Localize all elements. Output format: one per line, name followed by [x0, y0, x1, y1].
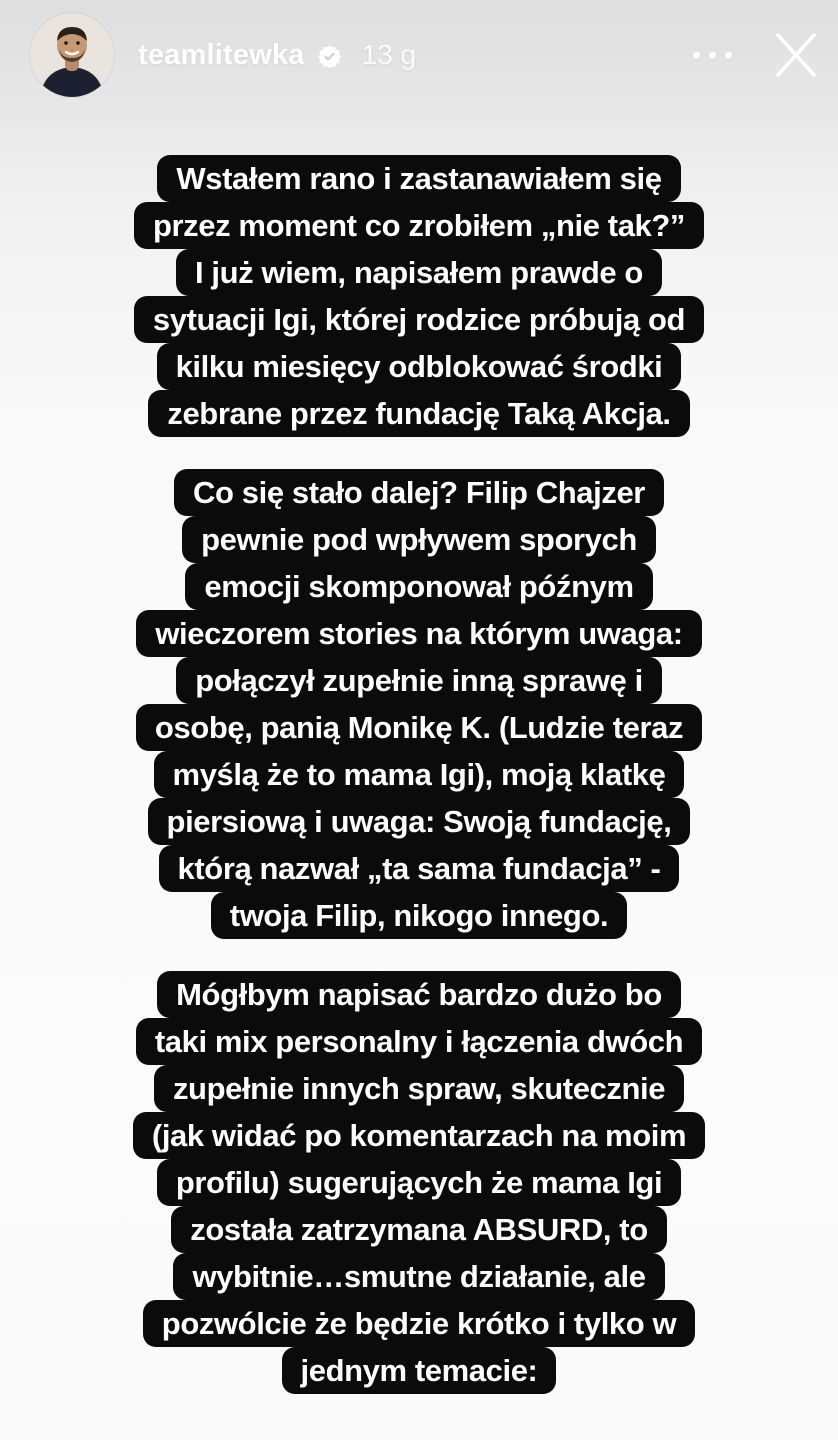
story-text-line: (jak widać po komentarzach na moim	[133, 1112, 705, 1159]
story-text-line: osobę, panią Monikę K. (Ludzie teraz	[136, 704, 702, 751]
story-text-line: pozwólcie że będzie krótko i tylko w	[143, 1300, 695, 1347]
story-text-line-row	[157, 155, 680, 202]
story-text-line: Co się stało dalej? Filip Chajzer	[174, 469, 664, 516]
story-text-line-row	[173, 1253, 664, 1300]
story-text-line: zebrane przez fundację Taką Akcja.	[148, 390, 689, 437]
story-text-line-row	[136, 1018, 702, 1065]
story-text-line: zupełnie innych spraw, skutecznie	[154, 1065, 684, 1112]
story-text-line-row	[134, 296, 704, 343]
story-header	[0, 0, 838, 110]
story-text-line: przez moment co zrobiłem „nie tak?”	[134, 202, 704, 249]
story-text-line: została zatrzymana ABSURD, to	[171, 1206, 667, 1253]
user-info	[138, 39, 416, 72]
ellipsis-menu-icon[interactable]	[689, 42, 736, 69]
story-text-line-row	[157, 343, 682, 390]
verified-badge-icon	[317, 44, 342, 69]
story-text-line-row	[211, 892, 627, 939]
story-text-line: jednym temacie:	[282, 1347, 557, 1394]
username[interactable]: teamlitewka	[138, 38, 305, 71]
avatar[interactable]	[30, 13, 114, 97]
header-actions	[689, 29, 822, 81]
story-text-line: profilu) sugerujących że mama Igi	[157, 1159, 681, 1206]
story-text-line: Wstałem rano i zastanawiałem się	[157, 155, 680, 202]
story-text-line: emocji skomponował późnym	[185, 563, 652, 610]
story-text-line-row	[176, 657, 662, 704]
story-text-line-row	[154, 751, 685, 798]
story-text-line-row	[182, 516, 656, 563]
story-text-line-row	[134, 202, 704, 249]
story-text-line: którą nazwał „ta sama fundacja” -	[159, 845, 680, 892]
story-text-line-row	[133, 1112, 705, 1159]
story-text-line: myślą że to mama Igi), moją klatkę	[154, 751, 685, 798]
story-text-line: piersiową i uwaga: Swoją fundację,	[148, 798, 691, 845]
story-text-line: pewnie pod wpływem sporych	[182, 516, 656, 563]
close-icon	[772, 31, 820, 79]
story-text-line: twoja Filip, nikogo innego.	[211, 892, 627, 939]
story-text-line: kilku miesięcy odblokować środki	[157, 343, 682, 390]
story-text-line-row	[282, 1347, 557, 1394]
story-text-line: wieczorem stories na którym uwaga:	[136, 610, 701, 657]
story-text-line-row	[136, 704, 702, 751]
story-text-line-row	[171, 1206, 667, 1253]
story-text-line-row	[157, 971, 681, 1018]
story-text-line-row	[157, 1159, 681, 1206]
story-text-line-row	[148, 798, 691, 845]
story-text-block	[133, 971, 705, 1394]
avatar-image	[30, 13, 114, 97]
story-text-line: sytuacji Igi, której rodzice próbują od	[134, 296, 704, 343]
story-text-line-row	[159, 845, 680, 892]
story-text-line-row	[176, 249, 662, 296]
story-text-line: taki mix personalny i łączenia dwóch	[136, 1018, 702, 1065]
story-text-line-row	[174, 469, 664, 516]
story-text-block	[134, 155, 704, 437]
story-text-line: wybitnie…smutne działanie, ale	[173, 1253, 664, 1300]
story-text-line-row	[185, 563, 652, 610]
story-text-line: I już wiem, napisałem prawde o	[176, 249, 662, 296]
story-text-line: połączył zupełnie inną sprawę i	[176, 657, 662, 704]
story-text-line: Mógłbym napisać bardzo dużo bo	[157, 971, 681, 1018]
close-button[interactable]	[770, 29, 822, 81]
story-text-line-row	[154, 1065, 684, 1112]
story-timestamp: 13 g	[361, 39, 417, 70]
story-blocks	[0, 155, 838, 1426]
story-text-block	[136, 469, 702, 939]
story-text-line-row	[148, 390, 689, 437]
story-text-line-row	[143, 1300, 695, 1347]
story-text-line-row	[136, 610, 701, 657]
